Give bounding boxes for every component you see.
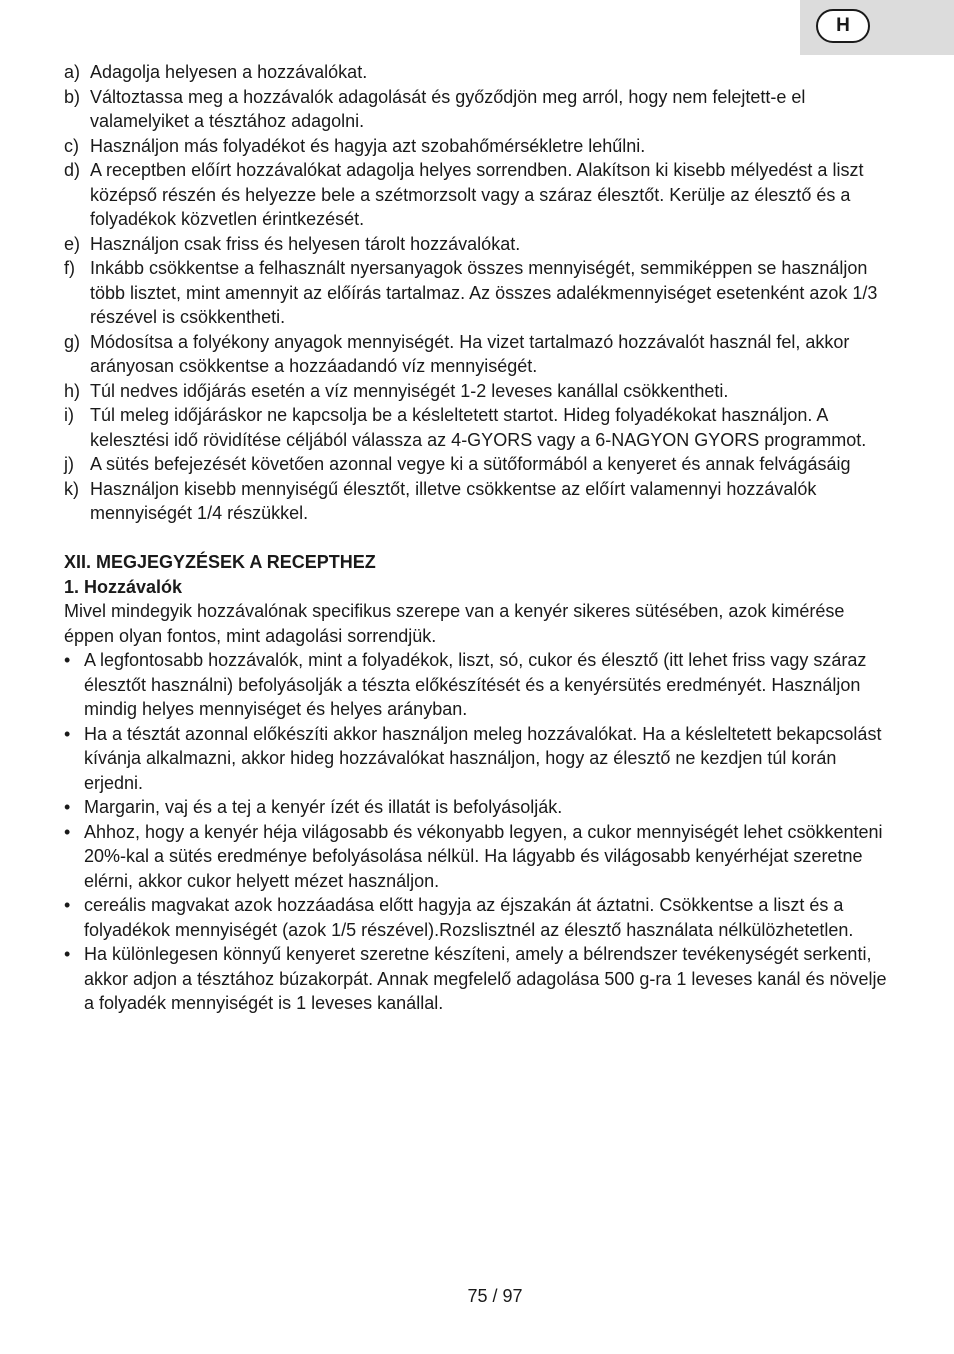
- bullet-item: [64, 795, 894, 820]
- list-item-text: Használjon csak friss és helyesen tárolt hozzávalókat.: [90, 233, 521, 254]
- list-item-label: a): [64, 62, 81, 82]
- list-item-text: Használjon kisebb mennyiségű élesztőt, illetve csökkentse az előírt valamennyi hozzávalók mennyiségét 1/4 részükkel.: [90, 478, 817, 523]
- list-item: [64, 85, 894, 134]
- list-item: [64, 403, 894, 452]
- section-subtitle: 1. Hozzávalók: [64, 576, 183, 597]
- list-item: [64, 452, 894, 477]
- list-item-text: Túl meleg időjáráskor ne kapcsolja be a késleltetett startot. Hideg folyadékokat használjon. A kelesztési idő rövidítése céljából válassza az 4-GYORS vagy a 6-NAGYON GYORS programmot.: [90, 405, 867, 450]
- list-item-label: g): [64, 331, 81, 352]
- list-item-text: Változtassa meg a hozzávalók adagolását és győződjön meg arról, hogy nem felejtett-e el valamelyiket a tésztához adagolni.: [90, 86, 806, 131]
- bullet-item: [64, 942, 894, 1016]
- bullet-text: A legfontosabb hozzávalók, mint a folyadékok, liszt, só, cukor és élesztő (itt lehet friss vagy száraz élesztőt használni) befolyásolják a tészta előkészítését és a kenyérsütés eredményét. Használjon mindig helyes mennyiséget és helyes arányban.: [84, 650, 867, 719]
- list-item: [64, 477, 894, 526]
- bullet-item: [64, 722, 894, 796]
- list-item-label: h): [64, 380, 81, 401]
- list-item-text: Használjon más folyadékot és hagyja azt szobahőmérsékletre lehűlni.: [90, 135, 646, 156]
- list-item-text: Adagolja helyesen a hozzávalókat.: [90, 62, 368, 82]
- bullet-text: Ha különlegesen könnyű kenyeret szeretne készíteni, amely a bélrendszer tevékenységét serkenti, akkor adjon a tésztához búzakorpát. Annak megfelelő adagolása 500 g-ra 1 leveses kanál és növelje a folyadék mennyiségét is 1 leveses kanállal.: [84, 944, 887, 1013]
- list-item: [64, 330, 894, 379]
- bullet-icon: •: [64, 821, 71, 842]
- bullet-text: Margarin, vaj és a tej a kenyér ízét és illatát is befolyásolják.: [84, 797, 563, 817]
- bullet-icon: •: [64, 944, 71, 964]
- bullet-icon: •: [64, 650, 71, 670]
- page-number: 75 / 97: [467, 1286, 523, 1306]
- list-item-label: d): [64, 160, 81, 180]
- list-item: [64, 232, 894, 257]
- bullet-item: [64, 820, 894, 894]
- list-item-label: j): [64, 454, 74, 474]
- list-item: [64, 60, 894, 85]
- list-item-label: i): [64, 405, 74, 425]
- list-item: [64, 134, 894, 159]
- bullet-icon: •: [64, 797, 71, 817]
- language-badge: H: [816, 9, 870, 43]
- list-item-text: Módosítsa a folyékony anyagok mennyiségét. Ha vizet tartalmazó hozzávalót használ fel, akkor arányosan csökkentse a hozzáadandó víz mennyiségét.: [90, 331, 850, 376]
- bullet-icon: •: [64, 895, 71, 915]
- bullet-item: [64, 648, 894, 722]
- list-item-label: c): [64, 135, 79, 156]
- section-intro: Mivel mindegyik hozzávalónak specifikus szerepe van a kenyér sikeres sütésében, azok kimérése éppen olyan fontos, mint adagolási sorrendjük.: [64, 601, 845, 646]
- troubleshooting-list: [64, 60, 894, 526]
- list-item-label: f): [64, 258, 75, 278]
- bullet-text: Ha a tésztát azonnal előkészíti akkor használjon meleg hozzávalókat. Ha a késleltetett bekapcsolást kívánja alkalmazni, akkor hideg hozzávalókat használjon, hogy az élesztő ne kezdjen túl korán erjedni.: [84, 723, 882, 793]
- page-content: [64, 60, 894, 1016]
- list-item-text: A sütés befejezését követően azonnal vegye ki a sütőformából a kenyeret és annak felvágásáig: [90, 454, 851, 474]
- language-tab: [800, 0, 954, 55]
- list-item: [64, 379, 894, 404]
- list-item: [64, 256, 894, 330]
- list-item-text: Inkább csökkentse a felhasznált nyersanyagok összes mennyiségét, semmiképpen se használjon több lisztet, mint amennyit az előírás tartalmaz. Az összes adalékmennyiséget esetenként azok 1/3 részével is csökkentheti.: [90, 258, 878, 327]
- ingredients-bullet-list: [64, 648, 894, 1016]
- list-item-label: e): [64, 233, 81, 254]
- list-item-text: Túl nedves időjárás esetén a víz mennyiségét 1-2 leveses kanállal csökkentheti.: [90, 380, 729, 401]
- section-title: XII. MEGJEGYZÉSEK A RECEPTHEZ: [64, 552, 376, 572]
- list-item-label: b): [64, 86, 81, 107]
- bullet-text: Ahhoz, hogy a kenyér héja világosabb és vékonyabb legyen, a cukor mennyiségét lehet csökkenteni 20%-kal a sütés eredménye befolyásolása nélkül. Ha lágyabb és világosabb kenyérhéjat szeretne elérni, akkor cukor helyett mézet használjon.: [84, 821, 883, 891]
- list-item-label: k): [64, 478, 79, 499]
- bullet-item: [64, 893, 894, 942]
- bullet-icon: •: [64, 723, 71, 744]
- list-item-text: A receptben előírt hozzávalókat adagolja helyes sorrendben. Alakítson ki kisebb mélyedést a liszt középső részén és helyezze bele a szétmorzsolt vagy a száraz élesztőt. Kerülje az élesztő és a folyadékok közvetlen érintkezését.: [90, 160, 864, 229]
- list-item: [64, 158, 894, 232]
- bullet-text: cereális magvakat azok hozzáadása előtt hagyja az éjszakán át áztatni. Csökkentse a liszt és a folyadékok mennyiségét (azok 1/5 részével).Rozslisztnél az élesztő használata nélkülözhetetlen.: [84, 895, 854, 940]
